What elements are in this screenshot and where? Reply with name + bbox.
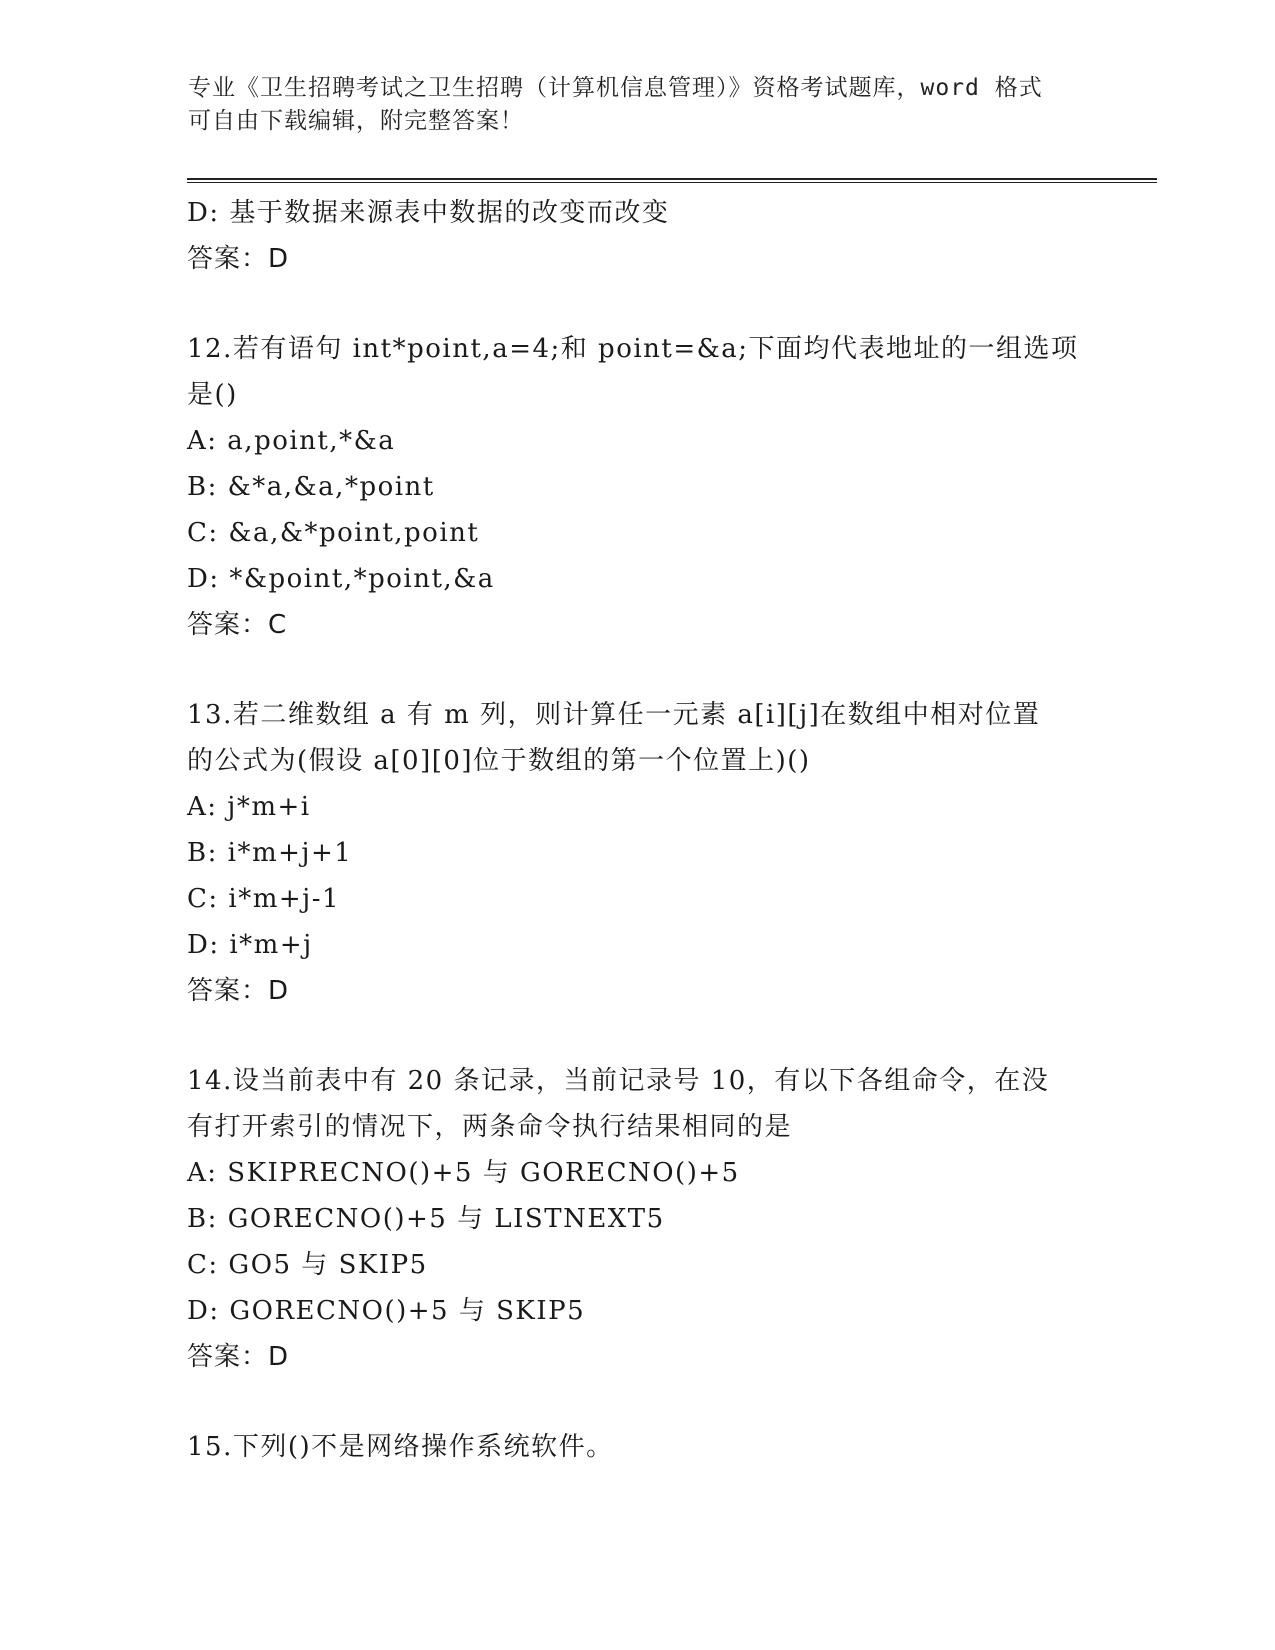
question-13 bbox=[187, 692, 1087, 1014]
q15-stem-line-1: 15.下列()不是网络操作系统软件。 bbox=[187, 1432, 614, 1462]
q14-stem-line-1: 14.设当前表中有 20 条记录，当前记录号 10，有以下各组命令，在没 bbox=[187, 1066, 1050, 1096]
q13-option-d: D: i*m+j bbox=[187, 930, 313, 960]
q12-answer: 答案：C bbox=[187, 610, 288, 640]
q12-stem-line-2: 是() bbox=[187, 380, 238, 410]
q12-option-d: D: *&point,*point,&a bbox=[187, 564, 495, 594]
q14-option-a: A: SKIPRECNO()+5 与 GORECNO()+5 bbox=[187, 1158, 740, 1188]
question-15 bbox=[187, 1424, 1087, 1470]
q13-option-c: C: i*m+j-1 bbox=[187, 884, 341, 914]
q14-option-b: B: GORECNO()+5 与 LISTNEXT5 bbox=[187, 1204, 665, 1234]
question-12 bbox=[187, 326, 1087, 648]
q14-option-d: D: GORECNO()+5 与 SKIP5 bbox=[187, 1296, 586, 1326]
q13-option-a: A: j*m+i bbox=[187, 792, 311, 822]
header-divider bbox=[187, 178, 1157, 183]
question-14 bbox=[187, 1058, 1087, 1380]
q13-answer: 答案：D bbox=[187, 976, 290, 1006]
q13-stem-line-1: 13.若二维数组 a 有 m 列，则计算任一元素 a[i][j]在数组中相对位置 bbox=[187, 700, 1041, 730]
header-line-2: 可自由下载编辑，附完整答案！ bbox=[188, 108, 524, 134]
document-body bbox=[187, 190, 1087, 1470]
q12-option-c: C: &a,&*point,point bbox=[187, 518, 480, 548]
question-11-tail bbox=[187, 190, 1087, 282]
q12-option-a: A: a,point,*&a bbox=[187, 426, 396, 456]
q14-stem-line-2: 有打开索引的情况下，两条命令执行结果相同的是 bbox=[187, 1112, 793, 1142]
q13-stem-line-2: 的公式为(假设 a[0][0]位于数组的第一个位置上)() bbox=[187, 746, 811, 776]
q12-option-b: B: &*a,&a,*point bbox=[187, 472, 435, 502]
header-line-1: 专业《卫生招聘考试之卫生招聘（计算机信息管理）》资格考试题库，word 格式 bbox=[188, 75, 1043, 101]
q14-option-c: C: GO5 与 SKIP5 bbox=[187, 1250, 428, 1280]
q11-answer: 答案：D bbox=[187, 244, 290, 274]
q14-answer: 答案：D bbox=[187, 1342, 290, 1372]
q12-stem-line-1: 12.若有语句 int*point,a=4;和 point=&a;下面均代表地址的一组选项 bbox=[187, 334, 1079, 364]
document-header bbox=[188, 72, 1088, 138]
q11-option-d: D: 基于数据来源表中数据的改变而改变 bbox=[187, 198, 670, 228]
q13-option-b: B: i*m+j+1 bbox=[187, 838, 353, 868]
